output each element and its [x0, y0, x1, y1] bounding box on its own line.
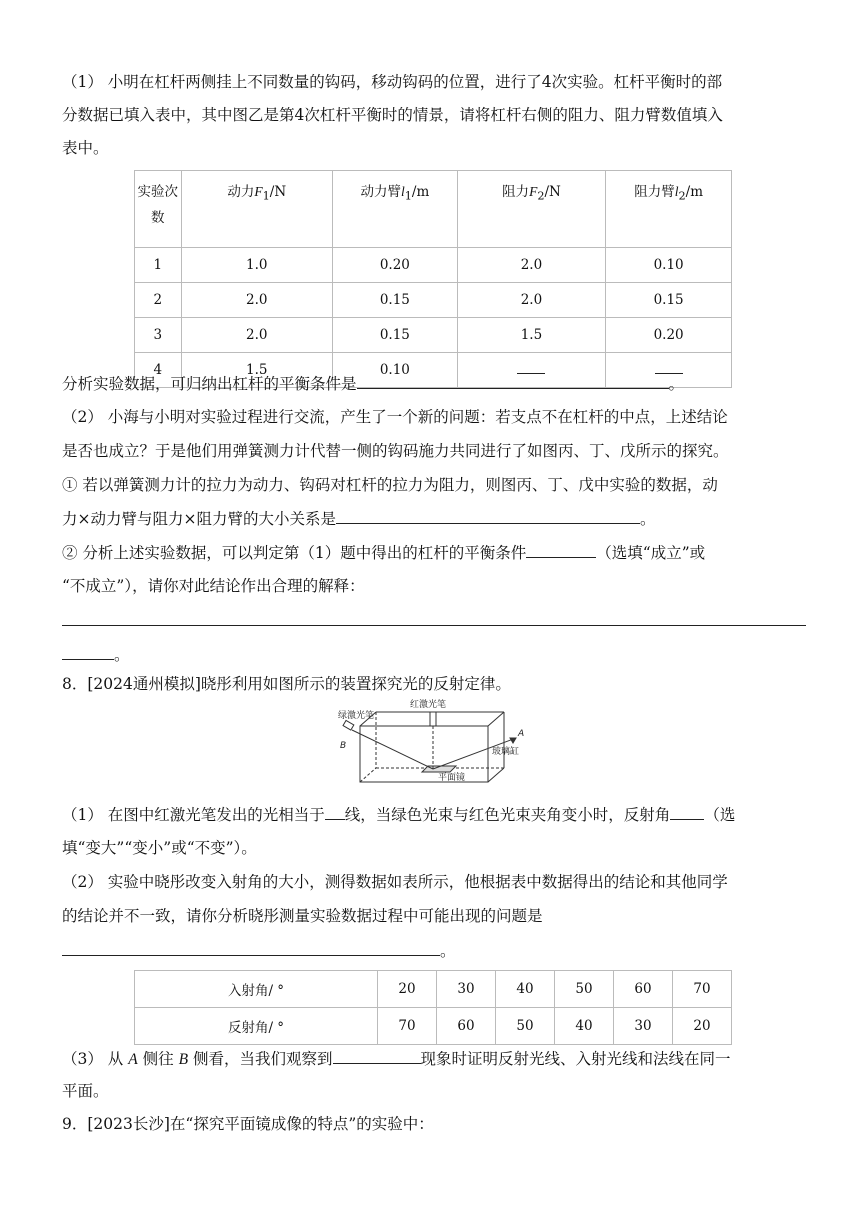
cell: 0.20 — [332, 248, 457, 283]
q8-p3-line1 — [62, 1047, 731, 1071]
q7-s1-line1: ① 若以弹簧测力计的拉力为动力、钩码对杠杆的拉力为阻力，则图丙、丁、戊中实验的数据，动 — [62, 476, 718, 494]
tank-hidden-edge — [360, 768, 376, 782]
cell: 2.0 — [181, 318, 332, 353]
cell: 3 — [135, 318, 182, 353]
q8-p1-line2: 填“变大”“变小”或“不变”）。 — [62, 839, 257, 857]
period: 。 — [639, 510, 656, 528]
table-row — [135, 248, 732, 283]
q8-p3-text-c: 侧看，当我们观察到 — [193, 1050, 333, 1068]
cell: 2 — [135, 283, 182, 318]
q8-p2-answer-line — [62, 939, 456, 962]
tank-front — [360, 726, 488, 782]
label-red-pen: 红激光笔 — [410, 700, 447, 710]
q7-p2-line1: （2） 小海与小明对实验过程进行交流，产生了一个新的问题：若支点不在杠杆的中点，上述结论 — [62, 408, 728, 426]
header-trial: 实验次 数 — [135, 171, 182, 248]
answer-blank-product-relation[interactable] — [336, 507, 640, 524]
cell: 0.10 — [332, 353, 457, 388]
q7-s2-choice: （选填“成立”或 — [596, 544, 706, 562]
period: 。 — [114, 646, 130, 664]
q9-title: 9．[2023长沙]在“探究平面镜成像的特点”的实验中： — [62, 1115, 434, 1133]
cell: 70 — [673, 971, 732, 1008]
q7-p2-line2: 是否也成立？于是他们用弹簧测力计代替一侧的钩码施力共同进行了如图丙、丁、戊所示的探究。 — [62, 442, 729, 460]
lever-data-table — [134, 170, 732, 388]
cell: 2.0 — [457, 248, 605, 283]
table-header-row — [135, 171, 732, 248]
reflection-apparatus-figure — [334, 698, 530, 790]
cell: 20 — [673, 1008, 732, 1045]
row-label-incidence: 入射角/ ° — [135, 971, 378, 1008]
q7-s2-line2: “不成立”），请你对此结论作出合理的解释： — [62, 577, 365, 595]
cell: 0.20 — [606, 318, 732, 353]
cell: 50 — [555, 971, 614, 1008]
table-row — [135, 318, 732, 353]
cell: 1.5 — [457, 318, 605, 353]
header-effort-force: 动力$F_1/N$ — [181, 171, 332, 248]
q7-p1-line1: （1） 小明在杠杆两侧挂上不同数量的钩码，移动钩码的位置，进行了4次实验。杠杆平衡时的部 — [62, 73, 723, 91]
q8-p3-text-b: 侧往 — [142, 1050, 174, 1068]
cell: 0.10 — [606, 248, 732, 283]
answer-blank-holds[interactable] — [526, 541, 596, 558]
period: 。 — [668, 375, 685, 393]
answer-blank-ray-type[interactable] — [325, 803, 345, 820]
row-label-reflection: 反射角/ ° — [135, 1008, 378, 1045]
cell: 60 — [614, 971, 673, 1008]
label-b: B — [178, 1051, 189, 1068]
cell: 40 — [496, 971, 555, 1008]
q7-s1-text: 力×动力臂与阻力×阻力臂的大小关系是 — [62, 510, 336, 528]
cell: 2.0 — [457, 283, 605, 318]
q7-s1-line2 — [62, 507, 656, 530]
q8-p3-line2: 平面。 — [62, 1082, 109, 1100]
label-b: B — [340, 741, 347, 751]
q7-p1-line3: 表中。 — [62, 139, 109, 157]
q8-p1-text-a: （1） 在图中红激光笔发出的光相当于 — [62, 806, 325, 824]
cell: 2.0 — [181, 283, 332, 318]
arrow-icon — [510, 738, 516, 743]
table-row — [135, 971, 732, 1008]
angle-data-table — [134, 970, 732, 1045]
label-a: A — [128, 1051, 138, 1068]
q8-p3-text-d: 现象时证明反射光线、入射光线和法线在同一 — [420, 1050, 731, 1068]
label-mirror: 平面镜 — [438, 773, 466, 783]
cell: 40 — [555, 1008, 614, 1045]
q8-title: 8．[2024通州模拟]晓彤利用如图所示的装置探究光的反射定律。 — [62, 675, 511, 693]
header-load-force: 阻力$F_2/N$ — [457, 171, 605, 248]
green-beam — [352, 730, 433, 769]
header-effort-arm: 动力臂$l_1/m$ — [332, 171, 457, 248]
answer-blank-explanation-end[interactable] — [62, 643, 114, 660]
cell: 60 — [437, 1008, 496, 1045]
cell: 0.15 — [606, 283, 732, 318]
q7-p1-line2: 分数据已填入表中，其中图乙是第4次杠杆平衡时的情景，请将杠杆右侧的阻力、阻力臂数值填入 — [62, 106, 723, 124]
answer-blank-reflection-angle[interactable] — [670, 803, 704, 820]
table-row — [135, 1008, 732, 1045]
cell: 1 — [135, 248, 182, 283]
label-tank: 玻璃缸 — [492, 747, 520, 757]
answer-blank-explanation[interactable] — [62, 609, 806, 626]
red-laser-pen-icon — [430, 712, 436, 726]
cell: 0.15 — [332, 318, 457, 353]
cell: 30 — [437, 971, 496, 1008]
q7-s2-explain-line — [62, 609, 806, 632]
period: 。 — [440, 942, 456, 960]
cell: 30 — [614, 1008, 673, 1045]
q8-p2-line2: 的结论并不一致，请你分析晓彤测量实验数据过程中可能出现的问题是 — [62, 907, 543, 925]
green-laser-pen-icon — [343, 720, 354, 730]
cell: 0.15 — [332, 283, 457, 318]
cell: 1.0 — [181, 248, 332, 283]
q7-s2-text: ② 分析上述实验数据，可以判定第（1）题中得出的杠杆的平衡条件 — [62, 544, 527, 562]
cell: 1.5 — [181, 353, 332, 388]
q7-s2-explain-end — [62, 643, 130, 666]
cell: 4 — [135, 353, 182, 388]
header-load-arm: 阻力臂$l_2/m$ — [606, 171, 732, 248]
q8-p1-text-c: （选 — [704, 806, 736, 824]
q7-s2-line1 — [62, 541, 705, 564]
q8-p2-line1: （2） 实验中晓彤改变入射角的大小，测得数据如表所示，他根据表中数据得出的结论和其他同学 — [62, 873, 728, 891]
label-a: A — [518, 729, 525, 739]
cell: 20 — [378, 971, 437, 1008]
q8-p1-line1 — [62, 803, 735, 826]
cell: 50 — [496, 1008, 555, 1045]
tank-edge — [488, 712, 504, 726]
table-row — [135, 283, 732, 318]
q7-conclusion — [62, 372, 684, 395]
q7-conclusion-text: 分析实验数据，可归纳出杠杆的平衡条件是 — [62, 375, 357, 393]
label-green-pen: 绿激光笔 — [338, 711, 375, 721]
q8-p3-text-a: （3） 从 — [62, 1050, 124, 1068]
answer-blank-phenomenon[interactable] — [333, 1047, 421, 1064]
q8-p1-text-b: 线，当绿色光束与红色光束夹角变小时，反射角 — [344, 806, 671, 824]
cell: 70 — [378, 1008, 437, 1045]
answer-blank-measurement-problem[interactable] — [62, 939, 440, 956]
answer-blank-balance-condition[interactable] — [357, 372, 669, 389]
tank-edge — [488, 768, 504, 782]
